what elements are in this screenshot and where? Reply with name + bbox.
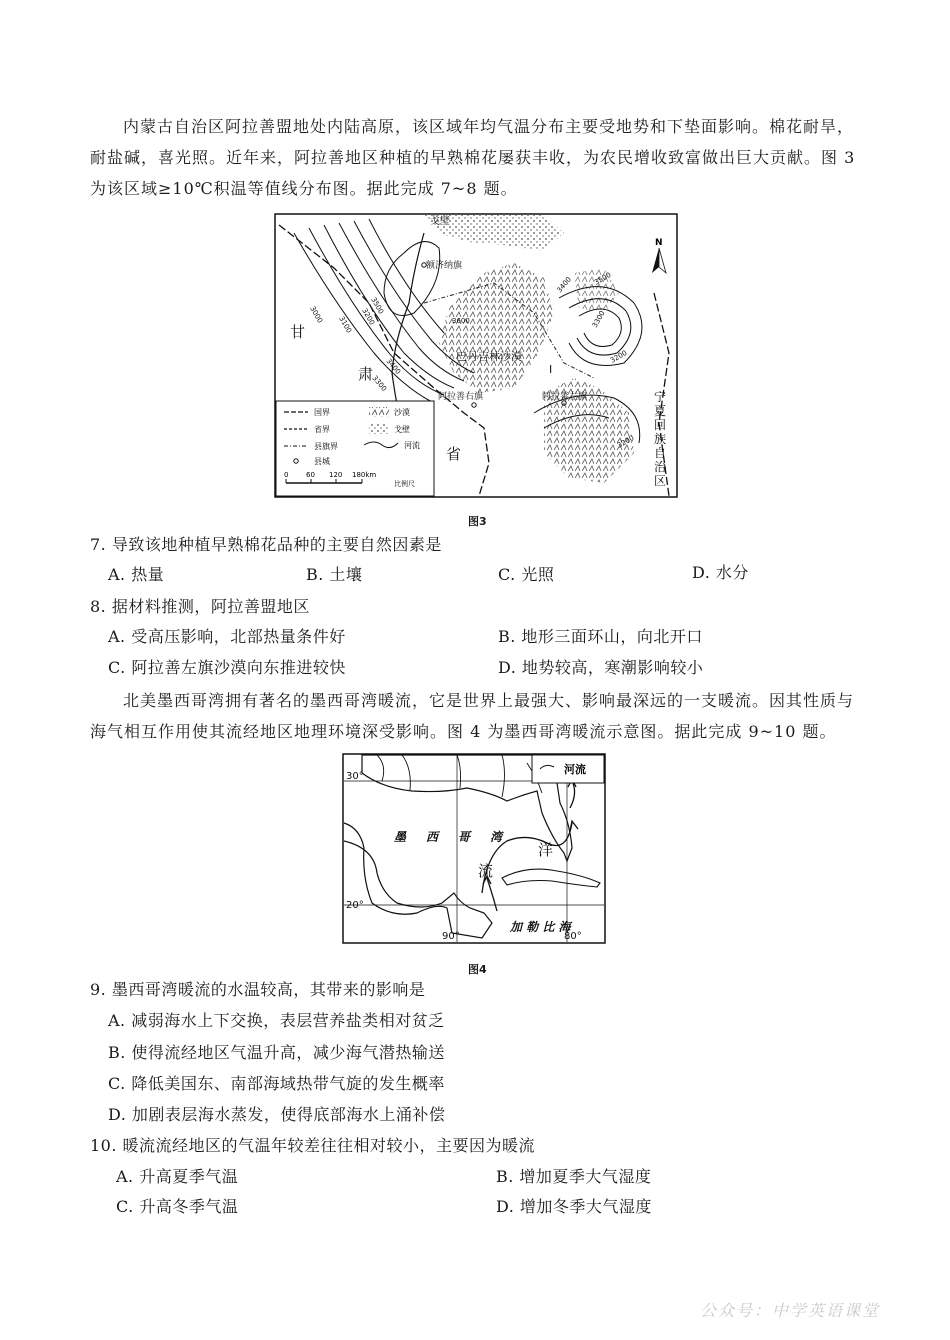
question-9-stem: 9. 墨西哥湾暖流的水温较高，其带来的影响是 bbox=[90, 980, 426, 999]
ningxia-char: 夏 bbox=[654, 404, 667, 418]
label-ejina: 额济纳旗 bbox=[426, 261, 463, 271]
q8-option-b[interactable]: B. 地形三面环山，向北开口 bbox=[498, 627, 703, 646]
q9-option-c[interactable]: C. 降低美国东、南部海域热带气旋的发生概率 bbox=[108, 1074, 445, 1093]
q9-option-a[interactable]: A. 减弱海水上下交换，表层营养盐类相对贫乏 bbox=[108, 1011, 445, 1030]
lon-80: 80° bbox=[564, 931, 582, 942]
isotherm-label: 3200 bbox=[616, 433, 636, 450]
ningxia-char: 治 bbox=[654, 460, 667, 474]
question-7-stem: 7. 导致该地种植早熟棉花品种的主要自然因素是 bbox=[90, 535, 442, 554]
legend-desert: 沙漠 bbox=[394, 408, 410, 417]
isotherm-label: 3600 bbox=[452, 317, 470, 325]
q8-option-a[interactable]: A. 受高压影响，北部热量条件好 bbox=[108, 627, 346, 646]
legend-national: 国界 bbox=[314, 408, 330, 417]
q7-option-a[interactable]: A. 热量 bbox=[108, 565, 165, 584]
legend-gobi: 戈壁 bbox=[394, 425, 410, 434]
label-sheng: 省 bbox=[446, 445, 462, 463]
label-caribbean: 加 勒 比 海 bbox=[510, 920, 571, 934]
q8-option-d[interactable]: D. 地势较高，寒潮影响较小 bbox=[498, 658, 704, 677]
q10-option-d[interactable]: D. 增加冬季大气湿度 bbox=[496, 1197, 652, 1216]
figure-4-caption: 图4 bbox=[468, 963, 487, 976]
legend-county: 县旗界 bbox=[314, 442, 338, 451]
label-gan: 甘 bbox=[290, 323, 306, 341]
label-su: 肃 bbox=[358, 365, 374, 383]
question-8-stem: 8. 据材料推测，阿拉善盟地区 bbox=[90, 597, 310, 616]
q7-option-b[interactable]: B. 土壤 bbox=[306, 565, 363, 584]
scale-label: 比例尺 bbox=[394, 480, 415, 488]
legend-province: 省界 bbox=[314, 425, 330, 434]
scale-tick: 60 bbox=[306, 471, 315, 479]
scale-tick: 0 bbox=[284, 471, 289, 479]
q10-option-c[interactable]: C. 升高冬季气温 bbox=[116, 1197, 239, 1216]
intro-paragraph-2: 北美墨西哥湾拥有著名的墨西哥湾暖流，它是世界上最强大、影响最深远的一支暖流。因其性质与海气相互作用使其流经地区地理环境深受影响。图 4 为墨西哥湾暖流示意图。据此完成 9~10 题。 bbox=[90, 691, 855, 741]
isotherm-label: 3200 bbox=[360, 307, 377, 327]
isotherm-label: 3300 bbox=[370, 374, 389, 393]
legend-river: 河流 bbox=[564, 763, 586, 776]
gulf-char: 哥 bbox=[458, 830, 471, 844]
desert-swatch-icon bbox=[369, 407, 389, 417]
legend-town: 县城 bbox=[314, 457, 330, 466]
ningxia-char: 自 bbox=[654, 446, 667, 460]
gulf-char: 湾 bbox=[490, 830, 503, 844]
q10-option-b[interactable]: B. 增加夏季大气湿度 bbox=[496, 1167, 652, 1186]
scale-tick: 180km bbox=[352, 471, 377, 479]
label-badain-jaran: 巴丹吉林沙漠 bbox=[456, 350, 522, 363]
figure-3-legend bbox=[276, 401, 434, 496]
label-roman-one: I bbox=[549, 363, 553, 376]
isotherm-label: 3100 bbox=[337, 315, 354, 335]
legend-river: 河流 bbox=[404, 441, 420, 450]
watermark: 公众号：中学英语课堂 bbox=[699, 1301, 880, 1320]
isotherm-label: 3400 bbox=[555, 275, 573, 295]
ningxia-char: 回 bbox=[654, 418, 667, 432]
question-10-stem: 10. 暖流流经地区的气温年较差往往相对较小，主要因为暖流 bbox=[90, 1136, 536, 1155]
label-stream: 流 bbox=[478, 862, 494, 880]
q7-option-c[interactable]: C. 光照 bbox=[498, 565, 555, 584]
figure-4-map bbox=[342, 753, 606, 944]
label-ningxia bbox=[654, 390, 667, 488]
q9-option-d[interactable]: D. 加剧表层海水蒸发，使得底部海水上涌补偿 bbox=[108, 1105, 446, 1124]
gobi-swatch-icon bbox=[369, 424, 389, 434]
isotherm-label: 3500 bbox=[593, 270, 613, 287]
isotherm-label: 3300 bbox=[590, 309, 607, 329]
figure-3-map bbox=[274, 213, 678, 498]
ningxia-char: 族 bbox=[654, 432, 667, 446]
q10-option-a[interactable]: A. 升高夏季气温 bbox=[116, 1167, 239, 1186]
gulf-char: 西 bbox=[426, 830, 439, 844]
isotherm-label: 3200 bbox=[609, 348, 629, 365]
q7-option-d[interactable]: D. 水分 bbox=[692, 563, 749, 582]
label-gobi-north: 戈壁 bbox=[430, 216, 450, 227]
figure-3-caption: 图3 bbox=[468, 515, 487, 528]
ningxia-char: 宁 bbox=[654, 390, 667, 404]
q9-option-b[interactable]: B. 使得流经地区气温升高，减少海气潜热输送 bbox=[108, 1043, 445, 1062]
lat-30: 30° bbox=[346, 771, 364, 782]
label-alxa-right: 阿拉善右旗 bbox=[438, 392, 484, 402]
isotherm-label: 3000 bbox=[308, 305, 325, 325]
north-label: N bbox=[655, 238, 663, 248]
lon-90: 90° bbox=[442, 931, 460, 942]
lat-20: 20° bbox=[346, 900, 364, 911]
scale-tick: 120 bbox=[329, 471, 343, 479]
label-alxa-left: 阿拉善左旗 bbox=[542, 392, 588, 402]
label-ocean: 洋 bbox=[538, 841, 554, 859]
isotherm-label: 3400 bbox=[384, 357, 403, 376]
gulf-char: 墨 bbox=[394, 830, 407, 844]
isotherm-label: 3500 bbox=[369, 296, 386, 316]
ningxia-char: 区 bbox=[654, 474, 667, 488]
q8-option-c[interactable]: C. 阿拉善左旗沙漠向东推进较快 bbox=[108, 658, 346, 677]
intro-paragraph-1: 内蒙古自治区阿拉善盟地处内陆高原，该区域年均气温分布主要受地势和下垫面影响。棉花耐旱，耐盐碱，喜光照。近年来，阿拉善地区种植的早熟棉花屡获丰收，为农民增收致富做出巨大贡献。图 3 为该区域≥10℃积温等值线分布图。据此完成 7~8 题。 bbox=[90, 117, 856, 198]
